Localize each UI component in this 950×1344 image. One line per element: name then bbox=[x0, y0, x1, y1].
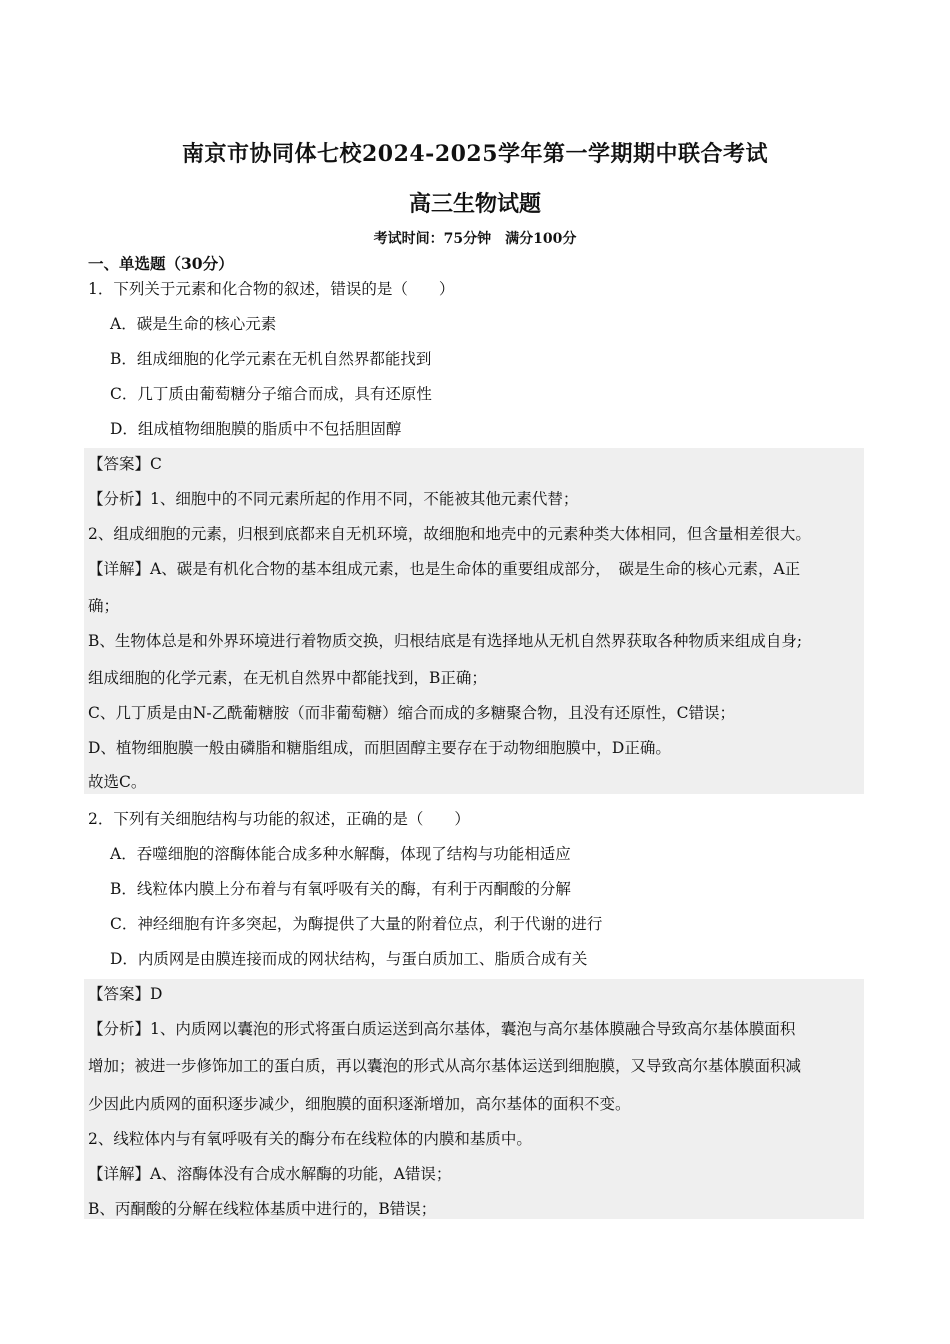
q2-analysis-line: 【分析】1、内质网以囊泡的形式将蛋白质运送到高尔基体，囊泡与高尔基体膜融合导致高尔基体膜面积 bbox=[88, 1020, 796, 1038]
q2-analysis-line: 增加；被进一步修饰加工的蛋白质，再以囊泡的形式从高尔基体运送到细胞膜，又导致高尔基体膜面积减 bbox=[88, 1057, 802, 1075]
exam-title: 南京市协同体七校2024-2025学年第一学期期中联合考试 bbox=[181, 141, 769, 167]
q2-analysis-line: 少因此内质网的面积逐步减少，细胞膜的面积逐渐增加，高尔基体的面积不变。 bbox=[88, 1095, 631, 1113]
q2-analysis-line: 2、线粒体内与有氧呼吸有关的酶分布在线粒体的内膜和基质中。 bbox=[88, 1130, 532, 1148]
q2-analysis-line: B、丙酮酸的分解在线粒体基质中进行的，B错误； bbox=[88, 1200, 437, 1218]
q1-option-b: B．组成细胞的化学元素在无机自然界都能找到 bbox=[110, 350, 432, 368]
q1-analysis-line: 【详解】A、碳是有机化合物的基本组成元素，也是生命体的重要组成部分， 碳是生命的核心元素，A正 bbox=[88, 560, 801, 578]
exam-subtitle: 高三生物试题 bbox=[408, 191, 541, 217]
q2-answer: 【答案】D bbox=[88, 985, 163, 1003]
q1-analysis-line: D、植物细胞膜一般由磷脂和糖脂组成，而胆固醇主要存在于动物细胞膜中，D正确。 bbox=[88, 739, 671, 757]
q1-analysis-line: 2、组成细胞的元素，归根到底都来自无机环境，故细胞和地壳中的元素种类大体相同，但含量相差很大。 bbox=[88, 525, 811, 543]
q1-analysis-line: 组成细胞的化学元素，在无机自然界中都能找到，B正确； bbox=[88, 669, 487, 687]
q2-option-a: A．吞噬细胞的溶酶体能合成多种水解酶，体现了结构与功能相适应 bbox=[110, 845, 571, 863]
q1-analysis-line: B、生物体总是和外界环境进行着物质交换，归根结底是有选择地从无机自然界获取各种物质来组成自身; bbox=[88, 632, 803, 650]
q1-option-d: D．组成植物细胞膜的脂质中不包括胆固醇 bbox=[110, 420, 402, 438]
q1-stem: 1．下列关于元素和化合物的叙述，错误的是（ ） bbox=[88, 280, 455, 298]
q2-analysis-line: 【详解】A、溶酶体没有合成水解酶的功能，A错误； bbox=[88, 1165, 452, 1183]
q1-option-c: C．几丁质由葡萄糖分子缩合而成，具有还原性 bbox=[110, 385, 432, 403]
q2-option-c: C．神经细胞有许多突起，为酶提供了大量的附着位点，利于代谢的进行 bbox=[110, 915, 603, 933]
q1-option-a: A．碳是生命的核心元素 bbox=[110, 315, 277, 333]
q1-analysis-line: 故选C。 bbox=[88, 773, 147, 791]
section-heading: 一、单选题（30分） bbox=[88, 254, 234, 273]
q1-analysis-line: 确； bbox=[88, 597, 120, 615]
q2-stem: 2．下列有关细胞结构与功能的叙述，正确的是（ ） bbox=[88, 810, 470, 828]
q1-analysis-line: 【分析】1、细胞中的不同元素所起的作用不同，不能被其他元素代替； bbox=[88, 490, 579, 508]
q2-option-d: D．内质网是由膜连接而成的网状结构，与蛋白质加工、脂质合成有关 bbox=[110, 950, 588, 968]
q2-option-b: B．线粒体内膜上分布着与有氧呼吸有关的酶，有利于丙酮酸的分解 bbox=[110, 880, 571, 898]
q1-analysis-line: C、几丁质是由N-乙酰葡糖胺（而非葡萄糖）缩合而成的多糖聚合物，且没有还原性，C错误； bbox=[88, 704, 736, 722]
q1-answer: 【答案】C bbox=[88, 455, 162, 473]
exam-info: 考试时间：75分钟 满分100分 bbox=[373, 231, 577, 247]
